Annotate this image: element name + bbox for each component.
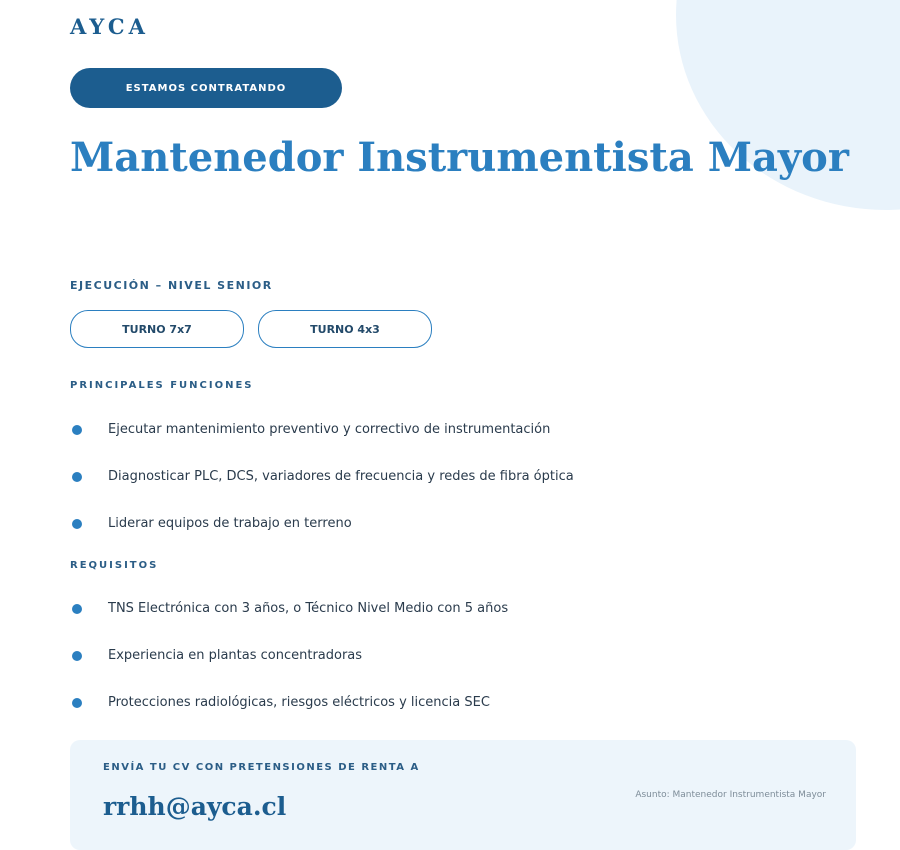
function-text: Diagnosticar PLC, DCS, variadores de frecuencia y redes de fibra óptica bbox=[108, 469, 574, 484]
hiring-badge: ESTAMOS CONTRATANDO bbox=[70, 68, 342, 108]
function-text: Liderar equipos de trabajo en terreno bbox=[108, 516, 352, 531]
requirement-text: Experiencia en plantas concentradoras bbox=[108, 648, 363, 663]
function-text: Ejecutar mantenimiento preventivo y correctivo de instrumentación bbox=[108, 422, 551, 437]
bullet-icon bbox=[72, 519, 82, 529]
shift-chip-4x3: TURNO 4x3 bbox=[258, 310, 432, 348]
shift-options bbox=[70, 310, 432, 348]
bullet-icon bbox=[72, 604, 82, 614]
requirements-list bbox=[72, 585, 508, 726]
bullet-icon bbox=[72, 472, 82, 482]
list-item bbox=[72, 632, 508, 679]
list-item bbox=[72, 585, 508, 632]
functions-heading: PRINCIPALES FUNCIONES bbox=[70, 380, 254, 391]
job-title: Mantenedor Instrumentista Mayor bbox=[70, 134, 849, 181]
list-item bbox=[72, 406, 574, 453]
email-subject: Asunto: Mantenedor Instrumentista Mayor bbox=[635, 790, 826, 800]
contact-email-link[interactable]: rrhh@ayca.cl bbox=[103, 792, 287, 821]
requirement-text: Protecciones radiológicas, riesgos eléctricos y licencia SEC bbox=[108, 695, 490, 710]
requirements-heading: REQUISITOS bbox=[70, 560, 159, 571]
brand-logo: AYCA bbox=[70, 14, 149, 39]
apply-instructions: ENVÍA TU CV CON PRETENSIONES DE RENTA A bbox=[103, 762, 420, 773]
functions-list bbox=[72, 406, 574, 547]
bullet-icon bbox=[72, 651, 82, 661]
list-item bbox=[72, 500, 574, 547]
apply-card bbox=[70, 740, 856, 850]
list-item bbox=[72, 679, 508, 726]
bullet-icon bbox=[72, 425, 82, 435]
requirement-text: TNS Electrónica con 3 años, o Técnico Nivel Medio con 5 años bbox=[108, 601, 509, 616]
shift-chip-7x7: TURNO 7x7 bbox=[70, 310, 244, 348]
bullet-icon bbox=[72, 698, 82, 708]
job-level: EJECUCIÓN – NIVEL SENIOR bbox=[70, 279, 273, 292]
list-item bbox=[72, 453, 574, 500]
